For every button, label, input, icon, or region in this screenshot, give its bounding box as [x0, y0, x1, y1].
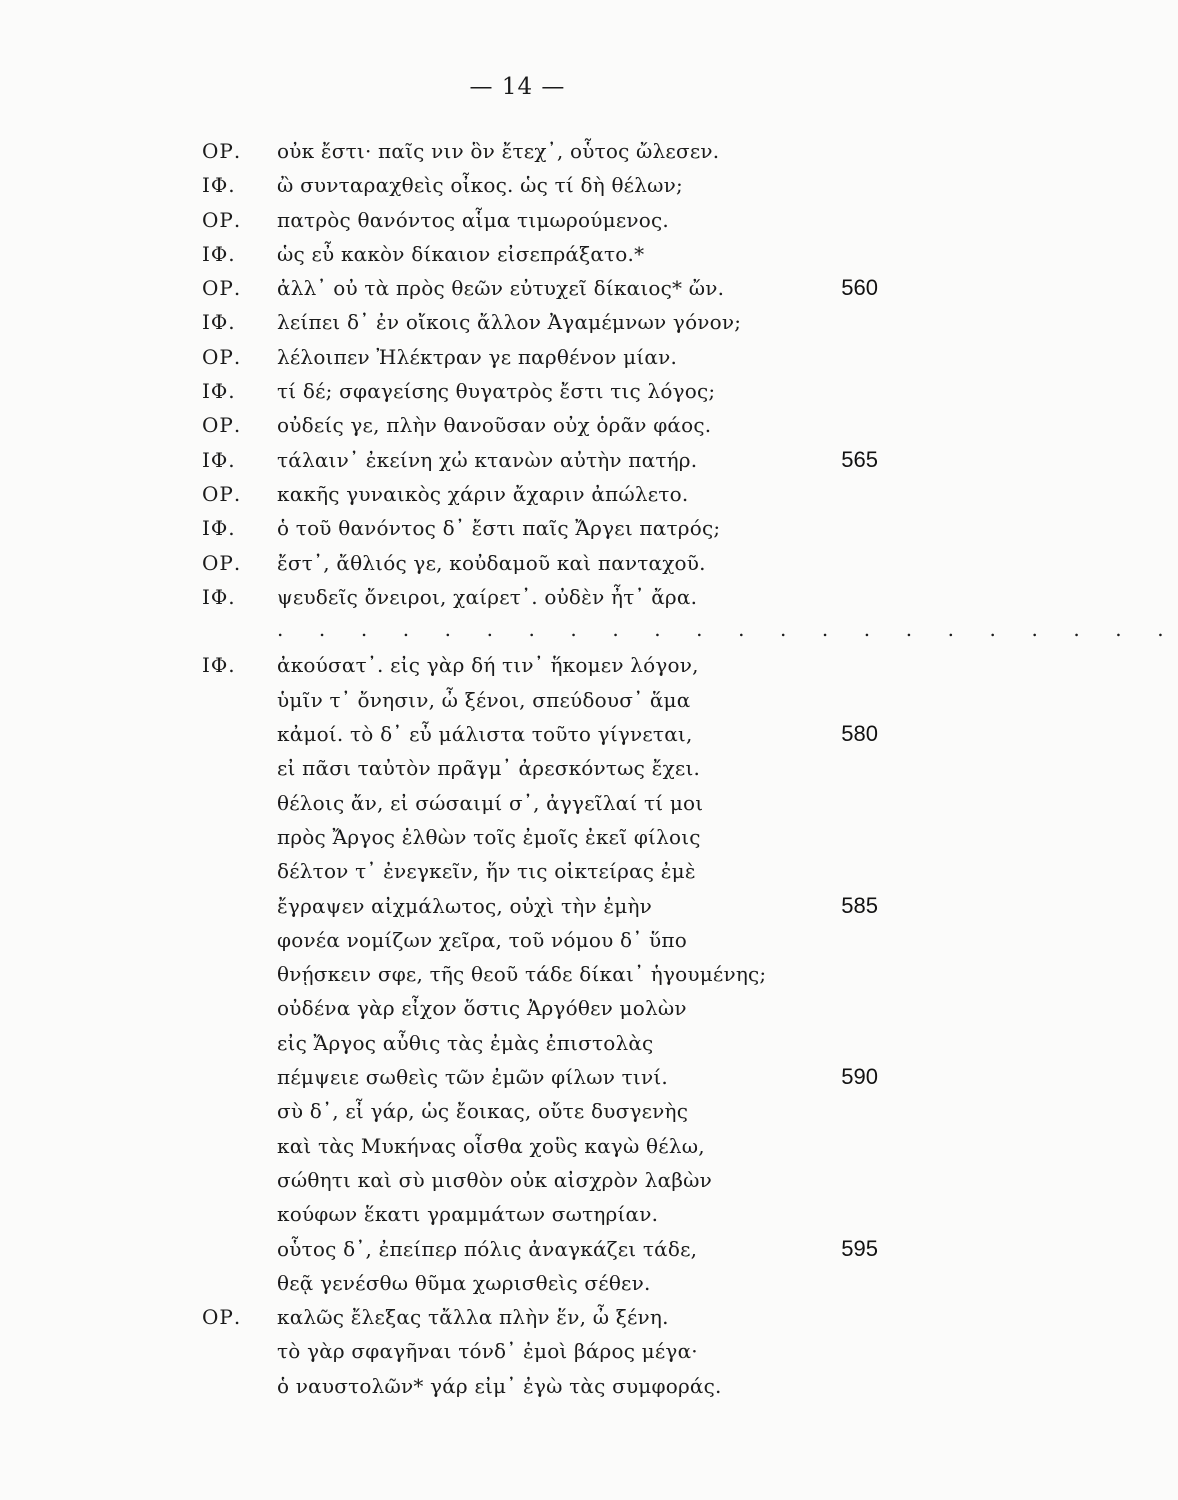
speaker-label: ΙΦ. — [202, 653, 236, 678]
verse-line — [0, 854, 935, 888]
speaker-label: ΙΦ. — [202, 584, 236, 609]
verse-text-line: τάλαιν᾽ ἐκείνη χὠ κτανὼν αὐτὴν πατήρ. — [277, 447, 698, 472]
verse-line — [0, 1060, 935, 1094]
verse-text-line: σὺ δ᾽, εἶ γάρ, ὡς ἔοικας, οὔτε δυσγενὴς — [277, 1099, 689, 1124]
speaker-label: ΟΡ. — [202, 1305, 242, 1330]
speaker-label: ΟΡ. — [202, 550, 242, 575]
speaker-label: ΙΦ. — [202, 310, 236, 335]
verse-line — [0, 1129, 935, 1163]
verse-text-line: ὁ ναυστολῶν* γάρ εἰμ᾽ ἐγὼ τὰς συμφοράς. — [277, 1373, 722, 1398]
verse-line — [0, 1232, 935, 1266]
verse-text-line: λείπει δ᾽ ἐν οἴκοις ἄλλον Ἀγαμέμνων γόνον; — [277, 310, 742, 335]
speaker-label: ΙΦ. — [202, 173, 236, 198]
verse-text-line: φονέα νομίζων χεῖρα, τοῦ νόμου δ᾽ ὕπο — [277, 927, 687, 952]
verse-line — [0, 786, 935, 820]
verse-line — [0, 374, 935, 408]
speaker-label: ΟΡ. — [202, 481, 242, 506]
page-number: — 14 — — [469, 74, 566, 100]
line-number: 595 — [841, 1235, 878, 1261]
verse-text-line: ψευδεῖς ὄνειροι, χαίρετ᾽. οὐδὲν ἦτ᾽ ἄρα. — [277, 584, 698, 609]
speaker-label: ΙΦ. — [202, 516, 236, 541]
speaker-label: ΙΦ. — [202, 447, 236, 472]
verse-line — [0, 1163, 935, 1197]
line-number: 590 — [841, 1064, 878, 1090]
verse-text-line: οὐδείς γε, πλὴν θανοῦσαν οὐχ ὁρᾶν φάος. — [277, 413, 712, 438]
lacuna-dots: . . . . . . . . . . . . . . . . . . . . . . — [277, 617, 1178, 642]
line-number: 585 — [841, 892, 878, 918]
verse-text — [0, 134, 1178, 1403]
verse-line — [0, 271, 935, 305]
speaker-label: ΟΡ. — [202, 207, 242, 232]
verse-line — [0, 443, 935, 477]
verse-text-line: ὡς εὖ κακὸν δίκαιον εἰσεπράξατο.* — [277, 241, 645, 266]
verse-line — [0, 1094, 935, 1128]
verse-line — [0, 1197, 935, 1231]
verse-text-line: τί δέ; σφαγείσης θυγατρὸς ἔστι τις λόγος; — [277, 379, 716, 404]
verse-line — [0, 683, 935, 717]
verse-text-line: κἀμοί. τὸ δ᾽ εὖ μάλιστα τοῦτο γίγνεται, — [277, 722, 693, 747]
verse-line — [0, 1300, 935, 1334]
verse-text-line: κούφων ἕκατι γραμμάτων σωτηρίαν. — [277, 1202, 659, 1227]
verse-line — [0, 134, 935, 168]
verse-text-line: οὐδένα γὰρ εἶχον ὅστις Ἀργόθεν μολὼν — [277, 996, 687, 1021]
line-number: 560 — [841, 275, 878, 301]
speaker-label: ΟΡ. — [202, 139, 242, 163]
verse-line — [0, 340, 935, 374]
verse-text-line: λέλοιπεν Ἠλέκτραν γε παρθένον μίαν. — [277, 344, 678, 369]
verse-text-line: δέλτον τ᾽ ἐνεγκεῖν, ἥν τις οἰκτείρας ἐμὲ — [277, 859, 696, 884]
verse-text-line: θέλοις ἄν, εἰ σώσαιμί σ᾽, ἀγγεῖλαί τί μοι — [277, 790, 704, 815]
verse-text-line: πατρὸς θανόντος αἷμα τιμωρούμενος. — [277, 207, 669, 232]
verse-line — [0, 477, 935, 511]
verse-line — [0, 957, 935, 991]
speaker-label: ΙΦ. — [202, 241, 236, 266]
speaker-label: ΟΡ. — [202, 413, 242, 438]
verse-line — [0, 614, 1178, 648]
speaker-label: ΟΡ. — [202, 276, 242, 301]
verse-text-line: ὑμῖν τ᾽ ὄνησιν, ὦ ξένοι, σπεύδουσ᾽ ἅμα — [277, 687, 691, 712]
line-number: 565 — [841, 446, 878, 472]
verse-text-line: ἔστ᾽, ἄθλιός γε, κοὐδαμοῦ καὶ πανταχοῦ. — [277, 550, 706, 575]
verse-line — [0, 305, 935, 339]
verse-line — [0, 991, 935, 1025]
verse-line — [0, 168, 935, 202]
verse-line — [0, 1369, 935, 1403]
verse-text-line: καλῶς ἔλεξας τἄλλα πλὴν ἕν, ὦ ξένη. — [277, 1305, 669, 1330]
verse-text-line: τὸ γὰρ σφαγῆναι τόνδ᾽ ἐμοὶ βάρος μέγα· — [277, 1339, 698, 1364]
verse-line — [0, 1266, 935, 1300]
verse-text-line: καὶ τὰς Μυκήνας οἶσθα χοὓς καγὼ θέλω, — [277, 1133, 705, 1158]
verse-line — [0, 511, 935, 545]
verse-text-line: κακῆς γυναικὸς χάριν ἄχαριν ἀπώλετο. — [277, 481, 689, 506]
verse-text-line: οὐκ ἔστι· παῖς νιν ὃν ἔτεχ᾽, οὗτος ὤλεσεν. — [277, 139, 720, 163]
verse-text-line: οὗτος δ᾽, ἐπείπερ πόλις ἀναγκάζει τάδε, — [277, 1236, 698, 1261]
verse-line — [0, 237, 935, 271]
verse-text-line: θνῄσκειν σφε, τῆς θεοῦ τάδε δίκαι᾽ ἡγουμένης; — [277, 962, 767, 987]
verse-text-line: πέμψειε σωθεὶς τῶν ἐμῶν φίλων τινί. — [277, 1065, 668, 1090]
speaker-label: ΙΦ. — [202, 379, 236, 404]
verse-text-line: ἀλλ᾽ οὐ τὰ πρὸς θεῶν εὐτυχεῖ δίκαιος* ὤν. — [277, 276, 725, 301]
verse-line — [0, 751, 935, 785]
verse-text-line: εἰς Ἄργος αὖθις τὰς ἐμὰς ἐπιστολὰς — [277, 1030, 654, 1055]
verse-text-line: εἰ πᾶσι ταὐτὸν πρᾶγμ᾽ ἀρεσκόντως ἔχει. — [277, 756, 701, 781]
verse-line — [0, 717, 935, 751]
verse-text-line: ὢ συνταραχθεὶς οἶκος. ὡς τί δὴ θέλων; — [277, 173, 683, 198]
verse-line — [0, 1334, 935, 1368]
verse-line — [0, 1026, 935, 1060]
verse-line — [0, 820, 935, 854]
speaker-label: ΟΡ. — [202, 344, 242, 369]
verse-text-line: ὁ τοῦ θανόντος δ᾽ ἔστι παῖς Ἄργει πατρός; — [277, 516, 721, 541]
verse-line — [0, 923, 935, 957]
verse-text-line: θεᾷ γενέσθω θῦμα χωρισθεὶς σέθεν. — [277, 1270, 651, 1295]
line-number: 580 — [841, 721, 878, 747]
verse-text-line: ἀκούσατ᾽. εἰς γὰρ δή τιν᾽ ἥκομεν λόγον, — [277, 653, 699, 678]
verse-line — [0, 648, 935, 682]
verse-line — [0, 889, 935, 923]
verse-line — [0, 546, 935, 580]
verse-text-line: ἔγραψεν αἰχμάλωτος, οὐχὶ τὴν ἐμὴν — [277, 893, 653, 918]
verse-text-line: πρὸς Ἄργος ἐλθὼν τοῖς ἐμοῖς ἐκεῖ φίλοις — [277, 824, 701, 849]
verse-line — [0, 408, 935, 442]
verse-line — [0, 203, 935, 237]
verse-text-line: σώθητι καὶ σὺ μισθὸν οὐκ αἰσχρὸν λαβὼν — [277, 1167, 713, 1192]
verse-line — [0, 580, 935, 614]
